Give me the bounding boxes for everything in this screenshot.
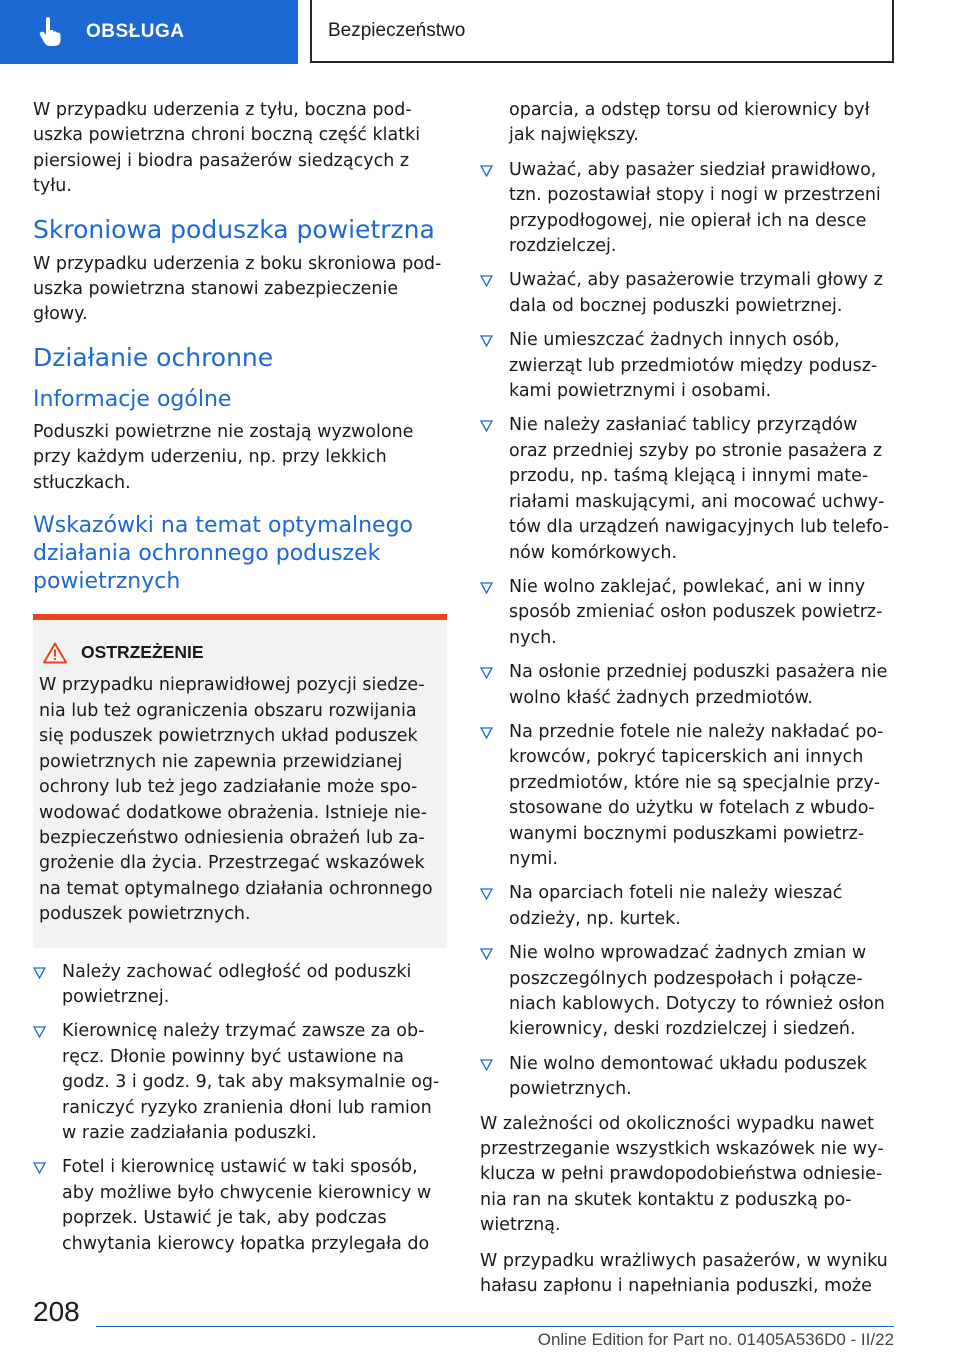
heading-skroniowa: Skroniowa poduszka powietrzna (33, 214, 435, 244)
triangle-bullet-icon (480, 1059, 493, 1071)
list-item-text: Uważać, aby pasażer siedział prawidłowo, tzn. pozostawiał stopy i nogi w przestrzeni przypodłogowej, nie opierał ich na desce rozdzielczej. (509, 159, 881, 257)
triangle-bullet-icon (480, 335, 493, 347)
list-item-text: Nie wolno zaklejać, powlekać, ani w inny sposób zmieniać osłon poduszek powietrznych. (509, 576, 883, 648)
triangle-bullet-icon (33, 967, 46, 979)
triangle-bullet-icon (480, 727, 493, 739)
heading-informacje-ogolne: Informacje ogólne (33, 386, 232, 412)
left-column (33, 98, 447, 1266)
footer-rule (96, 1326, 894, 1327)
list-item (33, 1019, 447, 1146)
list-item (480, 660, 894, 711)
edition-note: Online Edition for Part no. 01405A536D0 - II/22 (537, 1330, 894, 1349)
paragraph: W przypadku uderzenia z boku skroniowa poduszka powietrzna stanowi zabezpieczenie głowy. (33, 253, 442, 325)
triangle-bullet-icon (33, 1162, 46, 1174)
list-item-text: Fotel i kierownicę ustawić w taki sposób, aby możliwe było chwycenie kierownicy w poprzek. Ustawić je tak, aby podczas chwytania kierowcy łopatka przylegała do (62, 1157, 432, 1254)
list-item-text: Nie wolno wprowadzać żadnych zmian w poszczególnych podzespołach i połączeniach kablowych. Dotyczy to również osłon kierownicy, deski rozdzielczej i siedzeń. (509, 943, 885, 1040)
list-item-text: Na oparciach foteli nie należy wieszać odzieży, np. kurtek. (509, 883, 843, 929)
list-item-text: Nie należy zasłaniać tablicy przyrządów oraz przedniej szyby po stronie pasażera z przodu, np. taśmą klejącą i innymi materiałami maskującymi, ani mocować uchwytów dla urządzeń nawigacyjnych lub telefonów komórkowych. (509, 415, 890, 563)
pointing-hand-icon (34, 15, 68, 49)
heading-dzialanie-ochronne: Działanie ochronne (33, 342, 274, 372)
list-item (480, 720, 894, 872)
list-item-text: Kierownicę należy trzymać zawsze za obręcz. Dłonie powinny być ustawione na godz. 3 i godz. 9, tak aby maksymalnie ograniczyć ryzyko zranienia dłoni lub ramion w razie zadziałania poduszki. (62, 1021, 440, 1143)
triangle-bullet-icon (480, 948, 493, 960)
page-number: 208 (33, 1296, 80, 1327)
triangle-bullet-icon (480, 667, 493, 679)
paragraph: W zależności od okoliczności wypadku nawet przestrzeganie wszystkich wskazówek nie wyklucza w pełni prawdopodobieństwa odniesienia ran na skutek kontaktu z poduszką powietrzną. (480, 1113, 884, 1236)
list-item (33, 960, 447, 1011)
warning-header (39, 640, 439, 665)
section-tab (0, 0, 298, 64)
list-item (480, 158, 894, 260)
list-item (480, 268, 894, 319)
triangle-bullet-icon (480, 888, 493, 900)
paragraph: Poduszki powietrzne nie zostają wyzwolone przy każdym uderzeniu, np. przy lekkich stłuczkach. (33, 421, 414, 493)
list-item-text: Na przednie fotele nie należy nakładać pokrowców, pokryć tapicerskich ani innych przedmiotów, które nie są specjalnie przystosowane do użytku w fotelach z wbudowanymi bocznymi poduszkami powietrznymi. (509, 721, 884, 869)
list-item-text: Na osłonie przedniej poduszki pasażera nie wolno kłaść żadnych przedmiotów. (509, 662, 888, 708)
list-item-continuation: oparcia, a odstęp torsu od kierownicy był jak największy. (509, 100, 870, 146)
triangle-bullet-icon (480, 275, 493, 287)
list-item (480, 328, 894, 404)
list-item (33, 1155, 447, 1257)
heading-wskazowki: Wskazówki na temat optymalnego działania ochronnego poduszek powietrznych (33, 513, 414, 595)
chapter-header (310, 0, 894, 63)
right-column (480, 98, 894, 1309)
bullet-list (480, 158, 894, 1103)
list-item-text: Uważać, aby pasażerowie trzymali głowy z dala od bocznej poduszki powietrznej. (509, 270, 883, 316)
list-item (480, 413, 894, 565)
triangle-bullet-icon (480, 420, 493, 432)
list-item (480, 941, 894, 1043)
list-item-text: Nie umieszczać żadnych innych osób, zwierząt lub przedmiotów między poduszkami powietrznymi i osobami. (509, 330, 878, 402)
triangle-bullet-icon (33, 1026, 46, 1038)
list-item (480, 1052, 894, 1103)
triangle-bullet-icon (480, 165, 493, 177)
warning-triangle-icon (43, 642, 67, 664)
chapter-title: Bezpieczeństwo (328, 19, 466, 41)
list-item (480, 881, 894, 932)
paragraph: W przypadku wrażliwych pasażerów, w wyniku hałasu zapłonu i napełniania poduszki, może (480, 1250, 888, 1297)
list-item-text: Nie wolno demontować układu poduszek powietrznych. (509, 1053, 867, 1100)
paragraph: W przypadku uderzenia z tyłu, boczna poduszka powietrzna chroni boczną część klatki piersiowej i biodra pasażerów siedzących z tyłu. (33, 100, 421, 197)
bullet-list (33, 960, 447, 1257)
list-item (480, 575, 894, 651)
list-item-text: Należy zachować odległość od poduszki powietrznej. (62, 961, 412, 1007)
triangle-bullet-icon (480, 582, 493, 594)
warning-text: W przypadku nieprawidłowej pozycji siedzenia lub też ograniczenia obszaru rozwijania się poduszek powietrznych układ poduszek powietrznych nie zapewnia przewidzianej ochrony lub też jego zadziałanie może spowodować dodatkowe obrażenia. Istnieje niebezpieczeństwo odniesienia obrażeń lub zagrożenie dla życia. Przestrzegać wskazówek na temat optymalnego działania ochronnego poduszek powietrznych. (39, 675, 433, 925)
warning-box (33, 614, 447, 947)
warning-title: OSTRZEŻENIE (81, 642, 204, 663)
section-label: OBSŁUGA (86, 21, 185, 42)
